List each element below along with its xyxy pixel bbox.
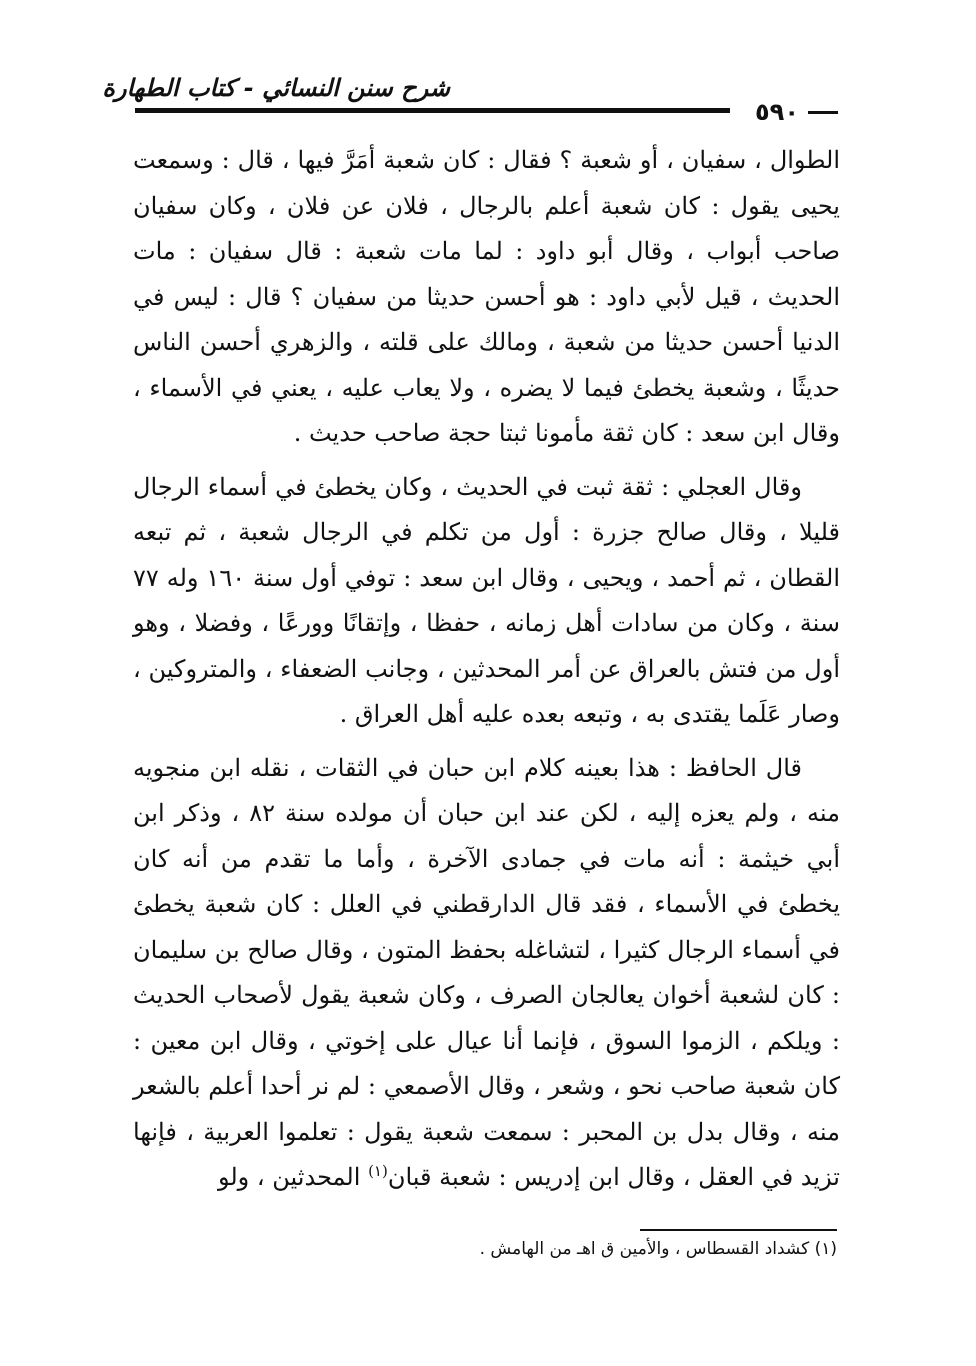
paragraph-text: قال الحافظ : هذا بعينه كلام ابن حبان في الثقات ، نقله ابن منجويه منه ، ولم يعزه إليه ، لكن عند ابن حبان أن مولده سنة ٨٢ ، وذكر ابن أبي خيثمة : أنه مات في جمادى الآخرة ، وأما ما تقدم من أنه كان يخطئ في الأسماء ، فقد قال الدارقطني في العلل : كان شعبة يخطئ في أسماء الرجال كثيرا ، لتشاغله بحفظ المتون ، وقال صالح بن سليمان : كان لشعبة أخوان يعالجان الصرف ، وكان شعبة يقول لأصحاب الحديث : ويلكم ، الزموا السوق ، فإنما أنا عيال على إخوتي ، وقال ابن معين : كان شعبة صاحب نحو ، وشعر ، وقال الأصمعي : لم نر أحدا أعلم بالشعر منه ، وقال بدل بن المحبر : سمعت شعبة يقول : تعلموا العربية ، فإنها تزيد في العقل ، وقال ابن إدريس : شعبة قبان: [133, 753, 840, 1191]
footnote-rule: [640, 1229, 837, 1231]
paragraph: الطوال ، سفيان ، أو شعبة ؟ فقال : كان شعبة أمَرَّ فيها ، قال : وسمعت يحيى يقول : كان شعبة أعلم بالرجال ، فلان عن فلان ، وكان سفيان صاحب أبواب ، وقال أبو داود : لما مات شعبة : قال سفيان : مات الحديث ، قيل لأبي داود : هو أحسن حديثا من سفيان ؟ قال : ليس في الدنيا أحسن حديثا من شعبة ، ومالك على قلته ، والزهري أحسن الناس حديثًا ، وشعبة يخطئ فيما لا يضره ، ولا يعاب عليه ، يعني في الأسماء ، وقال ابن سعد : كان ثقة مأمونا ثبتا حجة صاحب حديث .: [133, 146, 840, 447]
running-header-title: شرح سنن النسائي - كتاب الطهارة: [102, 74, 450, 102]
footnote: (١) كشداد القسطاس ، والأمين ق اهـ من الهامش .: [479, 1239, 837, 1259]
paragraph: [133, 746, 840, 1201]
header-rule: [135, 108, 730, 113]
body-text: [133, 138, 840, 1209]
page-number-dash: [808, 111, 838, 114]
footnote-reference[interactable]: (١): [368, 1162, 388, 1180]
page-number: ٥٩٠: [755, 98, 799, 126]
paragraph: وقال العجلي : ثقة ثبت في الحديث ، وكان يخطئ في أسماء الرجال قليلا ، وقال صالح جزرة : أول من تكلم في الرجال شعبة ، ثم تبعه القطان ، ثم أحمد ، ويحيى ، وقال ابن سعد : توفي أول سنة ١٦٠ وله ٧٧ سنة ، وكان من سادات أهل زمانه ، حفظا ، وإتقانًا وورعًا ، وفضلا ، وهو أول من فتش بالعراق عن أمر المحدثين ، وجانب الضعفاء ، والمتروكين ، وصار عَلَما يقتدى به ، وتبعه بعده عليه أهل العراق .: [133, 472, 840, 728]
paragraph-text-continued: المحدثين ، ولو: [217, 1163, 361, 1191]
